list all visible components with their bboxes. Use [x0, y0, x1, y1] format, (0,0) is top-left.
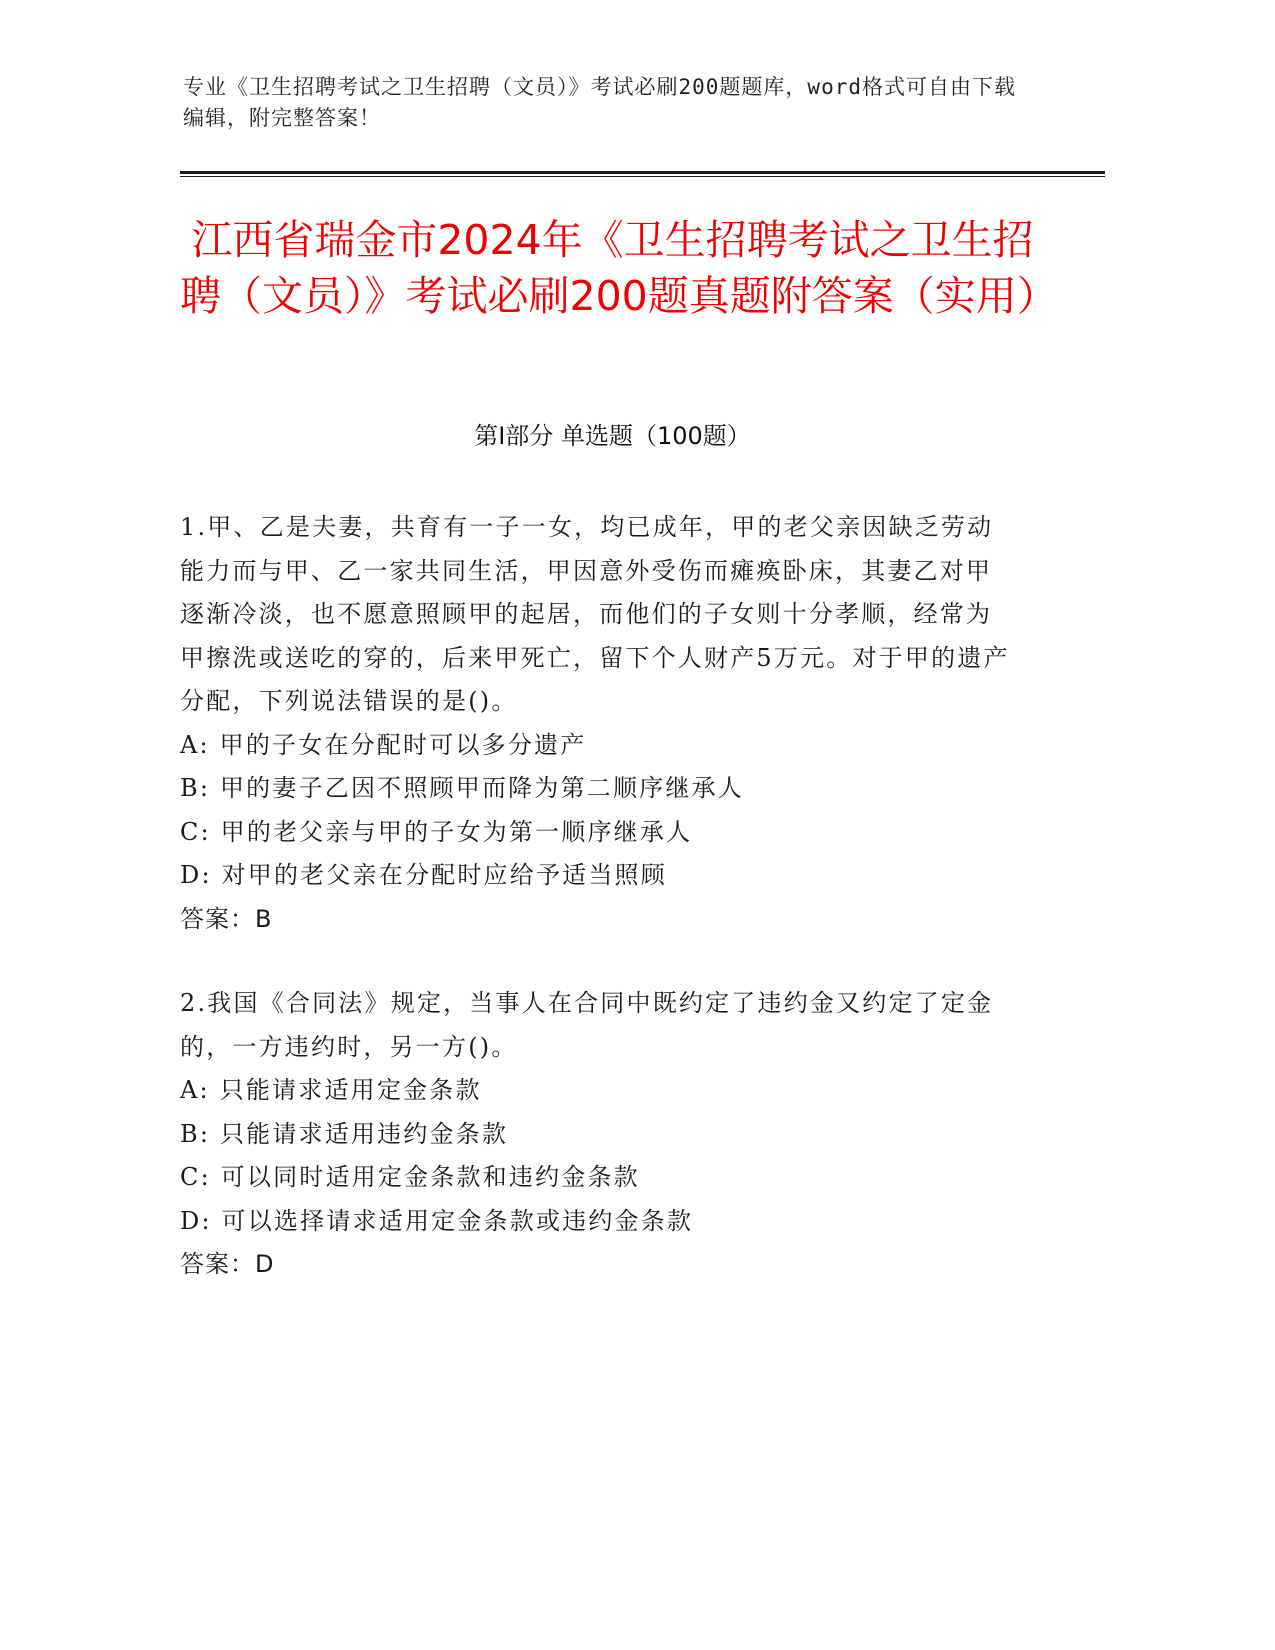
document-title: 江西省瑞金市2024年《卫生招聘考试之卫生招聘（文员）》考试必刷200题真题附答案（实用）	[180, 216, 1058, 320]
answer: 答案：D	[180, 1250, 275, 1278]
option-b: B: 只能请求适用违约金条款	[180, 1119, 509, 1148]
header-note: 专业《卫生招聘考试之卫生招聘（文员）》考试必刷200题题库，word格式可自由下载编辑，附完整答案！	[183, 75, 1016, 130]
option-d: D: 对甲的老父亲在分配时应给予适当照顾	[180, 861, 667, 889]
option-d: D: 可以选择请求适用定金条款或违约金条款	[180, 1206, 694, 1235]
answer: 答案：B	[180, 904, 273, 933]
section-heading: 第Ⅰ部分 单选题（100题）	[474, 422, 751, 450]
option-b: B: 甲的妻子乙因不照顾甲而降为第二顺序继承人	[180, 774, 744, 802]
question-1	[180, 506, 1015, 941]
question-stem: 2.我国《合同法》规定，当事人在合同中既约定了违约金又约定了定金的，一方违约时，另一方()。	[180, 989, 994, 1061]
option-c: C: 可以同时适用定金条款和违约金条款	[180, 1163, 640, 1191]
option-a: A: 甲的子女在分配时可以多分遗产	[180, 730, 587, 759]
header-divider-thick	[180, 171, 1105, 174]
header-divider-thin	[180, 176, 1105, 177]
question-2	[180, 982, 1015, 1287]
option-a: A: 只能请求适用定金条款	[180, 1076, 482, 1104]
question-stem: 1.甲、乙是夫妻，共育有一子一女，均已成年，甲的老父亲因缺乏劳动能力而与甲、乙一家共同生活，甲因意外受伤而瘫痪卧床，其妻乙对甲逐渐冷淡，也不愿意照顾甲的起居，而他们的子女则十分孝顺，经常为甲擦洗或送吃的穿的，后来甲死亡，留下个人财产5万元。对于甲的遗产分配，下列说法错误的是()。	[180, 513, 1010, 715]
option-c: C: 甲的老父亲与甲的子女为第一顺序继承人	[180, 817, 693, 846]
